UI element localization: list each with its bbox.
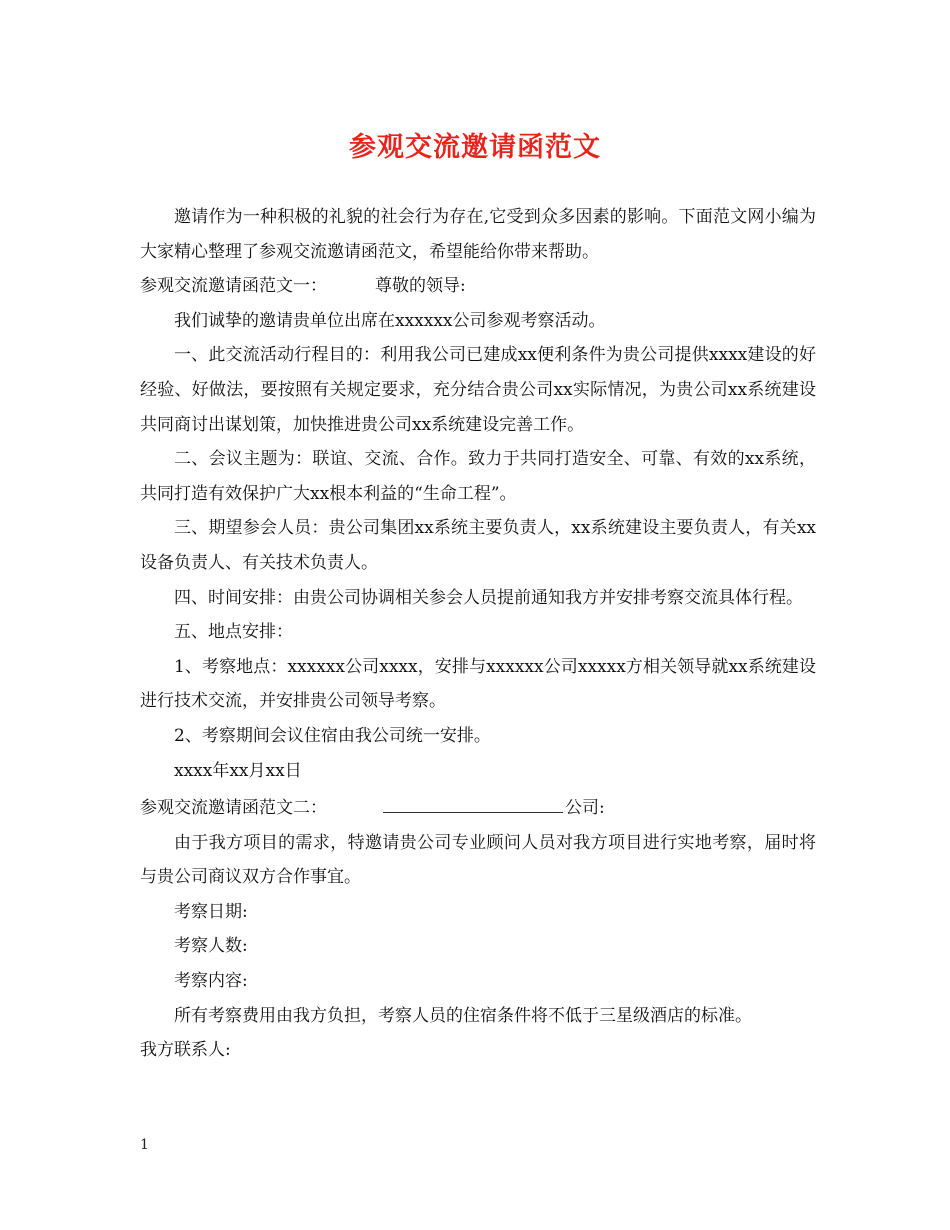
paragraph-project-need: 由于我方项目的需求，特邀请贵公司专业顾问人员对我方项目进行实地考察，届时将与贵公司商议双方合作事宜。: [140, 832, 816, 888]
sample2-heading-line: [140, 788, 816, 826]
paragraph-accommodation: 2、考察期间会议住宿由我公司统一安排。: [174, 725, 491, 746]
contact-line: 我方联系人:: [140, 1040, 231, 1061]
sample1-heading-line: [140, 269, 816, 304]
date-line: xxxx年xx月xx日: [174, 760, 302, 781]
paragraph-purpose: 一、此交流活动行程目的：利用我公司已建成xx便利条件为贵公司提供xxxx建设的好经验、好做法，要按照有关规定要求，充分结合贵公司xx实际情况，为贵公司xx系统建设共同商讨出谋划策，加快推进贵公司xx系统建设完善工作。: [140, 345, 816, 435]
field-inspection-people: 考察人数:: [174, 936, 248, 957]
document-title: 参观交流邀请函范文: [349, 132, 601, 163]
paragraph-theme: 二、会议主题为：联谊、交流、合作。致力于共同打造安全、可靠、有效的xx系统，共同打造有效保护广大xx根本利益的“生命工程”。: [140, 449, 816, 504]
paragraph-schedule: 四、时间安排：由贵公司协调相关参会人员提前通知我方并安排考察交流具体行程。: [174, 587, 803, 608]
paragraph-invitation: 我们诚挚的邀请贵单位出席在xxxxxx公司参观考察活动。: [174, 310, 606, 331]
company-blank-line: [383, 788, 563, 813]
paragraph-attendees: 三、期望参会人员：贵公司集团xx系统主要负责人，xx系统建设主要负责人，有关xx设备负责人、有关技术负责人。: [140, 518, 816, 573]
page-number: 1: [140, 1137, 149, 1153]
intro-paragraph: 邀请作为一种积极的礼貌的社会行为存在,它受到众多因素的影响。下面范文网小编为大家精心整理了参观交流邀请函范文，希望能给你带来帮助。: [140, 207, 816, 262]
paragraph-location-heading: 五、地点安排：: [174, 622, 293, 643]
sample2-company-suffix: 公司:: [565, 798, 605, 819]
document-body: [140, 200, 816, 1068]
sample2-label: 参观交流邀请函范文二：: [140, 798, 327, 819]
field-inspection-content: 考察内容:: [174, 971, 248, 992]
sample1-salutation: 尊敬的领导:: [375, 276, 466, 297]
sample1-label: 参观交流邀请函范文一：: [140, 276, 327, 297]
field-inspection-date: 考察日期:: [174, 901, 248, 922]
paragraph-location-detail: 1、考察地点：xxxxxx公司xxxx，安排与xxxxxx公司xxxxx方相关领导就xx系统建设进行技术交流，并安排贵公司领导考察。: [140, 656, 816, 712]
paragraph-expenses: 所有考察费用由我方负担，考察人员的住宿条件将不低于三星级酒店的标准。: [174, 1005, 752, 1026]
